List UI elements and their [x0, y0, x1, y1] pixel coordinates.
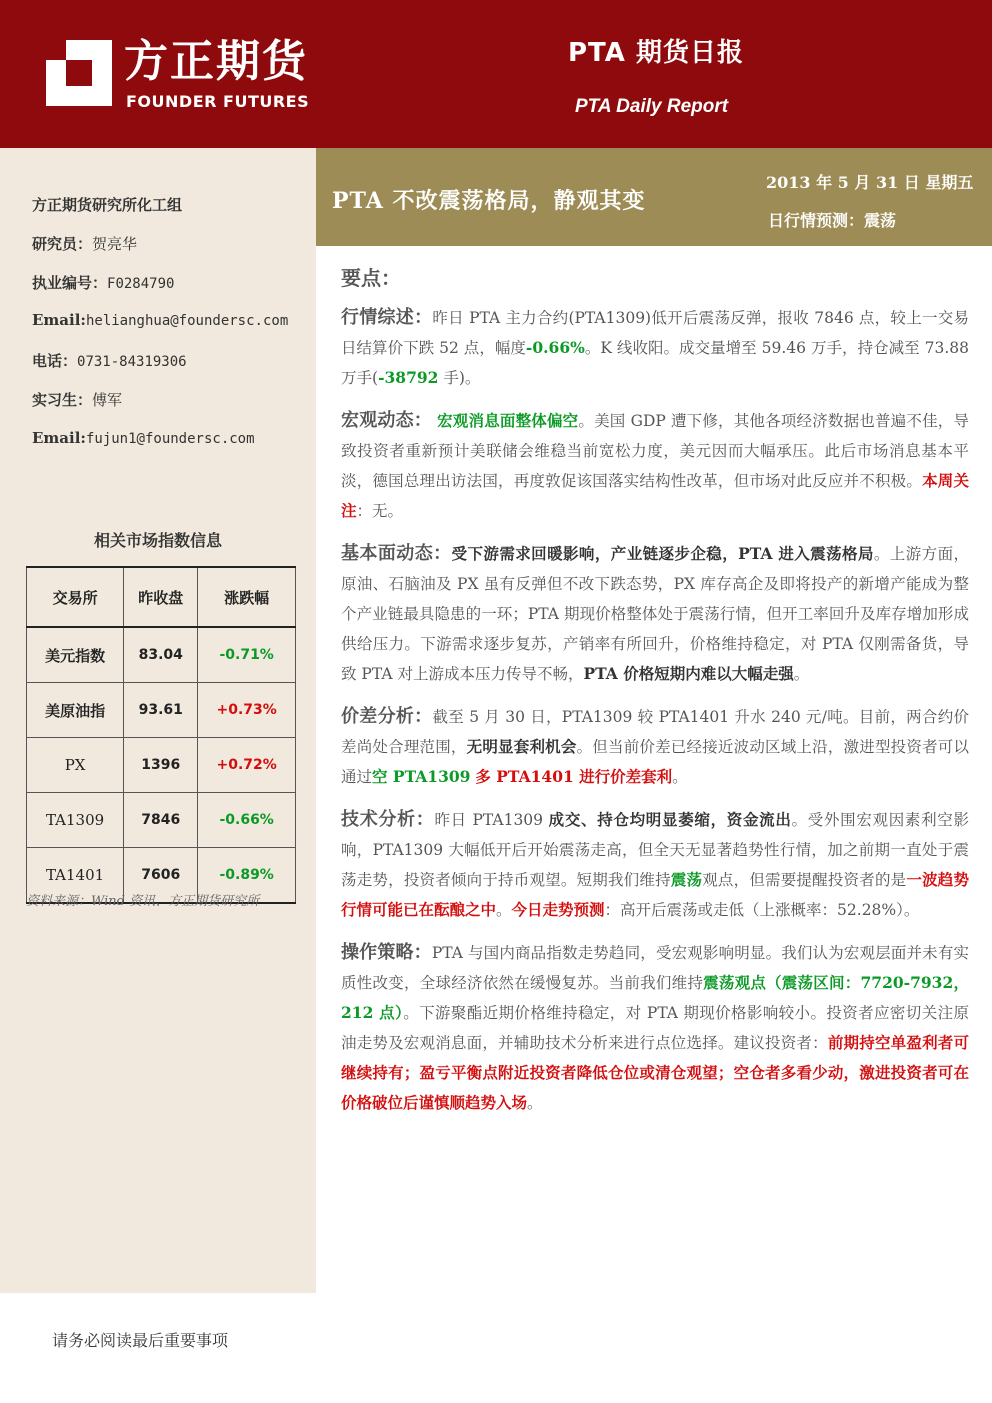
- founder-logo-icon: [46, 40, 112, 106]
- report-header: [0, 0, 992, 148]
- table-row: [27, 738, 296, 793]
- technical-analysis: 技术分析：昨日 PTA1309 成交、持仓均明显萎缩，资金流出。受外围宏观因素利空影响，PTA1309 大幅低开后开始震荡走高，但全天无显著趋势性行情，加之前期一直处于震荡走势，投资者倾向于持币观望。短期我们维持震荡观点，但需要提醒投资者的是一波趋势行情可能已在酝酿之中。今日走势预测：高开后震荡或走低（上涨概率：52.28%）。: [341, 809, 969, 919]
- row-change: -0.66%: [198, 793, 296, 848]
- report-body: [341, 262, 969, 1131]
- license-number: 执业编号：F0284790: [32, 274, 175, 292]
- title-band: [316, 148, 992, 246]
- report-headline: PTA 不改震荡格局，静观其变: [332, 188, 646, 214]
- email-2[interactable]: Email:fujun1@foundersc.com: [32, 429, 255, 447]
- row-close: 83.04: [124, 627, 198, 683]
- row-change: +0.72%: [198, 738, 296, 793]
- row-name: PX: [27, 738, 124, 793]
- row-close: 1396: [124, 738, 198, 793]
- table-header-row: [27, 567, 296, 627]
- fundamentals: 基本面动态：受下游需求回暖影响，产业链逐步企稳，PTA 进入震荡格局。上游方面，原油、石脑油及 PX 虽有反弹但不改下跌态势，PX 库存高企及即将投产的新增产能成为整个产业链最具隐患的一环；PTA 期现价格整体处于震荡行情，但开工率回升及库存增加形成供给压力。下游需求逐步复苏，产销率有所回升，价格维持稳定，对 PTA 仅刚需备货，导致 PTA 对上游成本压力传导不畅，PTA 价格短期内难以大幅走强。: [341, 543, 969, 683]
- row-change: +0.73%: [198, 683, 296, 738]
- col-change: 涨跌幅: [198, 567, 296, 627]
- col-close: 昨收盘: [124, 567, 198, 627]
- report-date: 2013 年 5 月 31 日 星期五: [766, 173, 974, 192]
- researcher: 研究员：贺亮华: [32, 235, 138, 253]
- intern: 实习生：傅军: [32, 391, 123, 409]
- row-name: TA1309: [27, 793, 124, 848]
- row-close: 7846: [124, 793, 198, 848]
- macro-news: 宏观动态： 宏观消息面整体偏空。美国 GDP 遭下修，其他各项经济数据也普遍不佳，导致投资者重新预计美联储会维稳当前宽松力度，美元因而大幅承压。此后市场消息基本平淡，德国总理出访法国，再度敦促该国落实结构性改革，但市场对此反应并不积极。本周关注：无。: [341, 410, 969, 520]
- data-source: 资料来源：Wind 资讯、方正期货研究所: [26, 894, 260, 909]
- row-name: 美元指数: [27, 627, 124, 683]
- spread-analysis: 价差分析：截至 5 月 30 日，PTA1309 较 PTA1401 升水 240 元/吨。目前，两合约价差尚处合理范围，无明显套利机会。但当前价差已经接近波动区域上沿，激进型投资者可以通过空 PTA1309 多 PTA1401 进行价差套利。: [341, 706, 970, 786]
- row-change: -0.71%: [198, 627, 296, 683]
- report-subtitle: PTA Daily Report: [575, 96, 729, 117]
- row-close: 7606: [124, 848, 198, 904]
- logo-en: FOUNDER FUTURES: [126, 92, 310, 111]
- org-name: 方正期货研究所化工组: [32, 196, 183, 214]
- row-name: 美原油指: [27, 683, 124, 738]
- footer-notice: 请务必阅读最后重要事项: [52, 1331, 229, 1350]
- index-table-title: 相关市场指数信息: [93, 531, 222, 550]
- table-row: [27, 793, 296, 848]
- logo-cn: 方正期货: [124, 36, 308, 87]
- row-close: 93.61: [124, 683, 198, 738]
- index-table: [26, 566, 296, 904]
- row-name: TA1401: [27, 848, 124, 904]
- trading-strategy: 操作策略：PTA 与国内商品指数走势趋同，受宏观影响明显。我们认为宏观层面并未有实质性改变，全球经济依然在缓慢复苏。当前我们维持震荡观点（震荡区间：7720-7932，212 点）。下游聚酯近期价格维持稳定，对 PTA 期现价格影响较小。投资者应密切关注原油走势及宏观消息面，并辅助技术分析来进行点位选择。建议投资者：前期持空单盈利者可继续持有；盈亏平衡点附近投资者降低仓位或清仓观望；空仓者多看少动，激进投资者可在价格破位后谨慎顺趋势入场。: [341, 942, 970, 1112]
- daily-forecast: 日行情预测：震荡: [768, 211, 897, 230]
- phone: 电话：0731-84319306: [32, 352, 187, 370]
- market-summary: 行情综述：昨日 PTA 主力合约(PTA1309)低开后震荡反弹，报收 7846 点，较上一交易日结算价下跌 52 点，幅度-0.66%。K 线收阳。成交量增至 59.46 万手，持仓减至 73.88 万手(-38792 手)。: [341, 307, 969, 387]
- row-change: -0.89%: [198, 848, 296, 904]
- table-row: [27, 683, 296, 738]
- report-title: PTA 期货日报: [568, 38, 744, 68]
- col-exchange: 交易所: [27, 567, 124, 627]
- email-1[interactable]: Email:helianghua@foundersc.com: [32, 311, 289, 329]
- key-points-heading: 要点：: [341, 266, 401, 290]
- table-row: [27, 627, 296, 683]
